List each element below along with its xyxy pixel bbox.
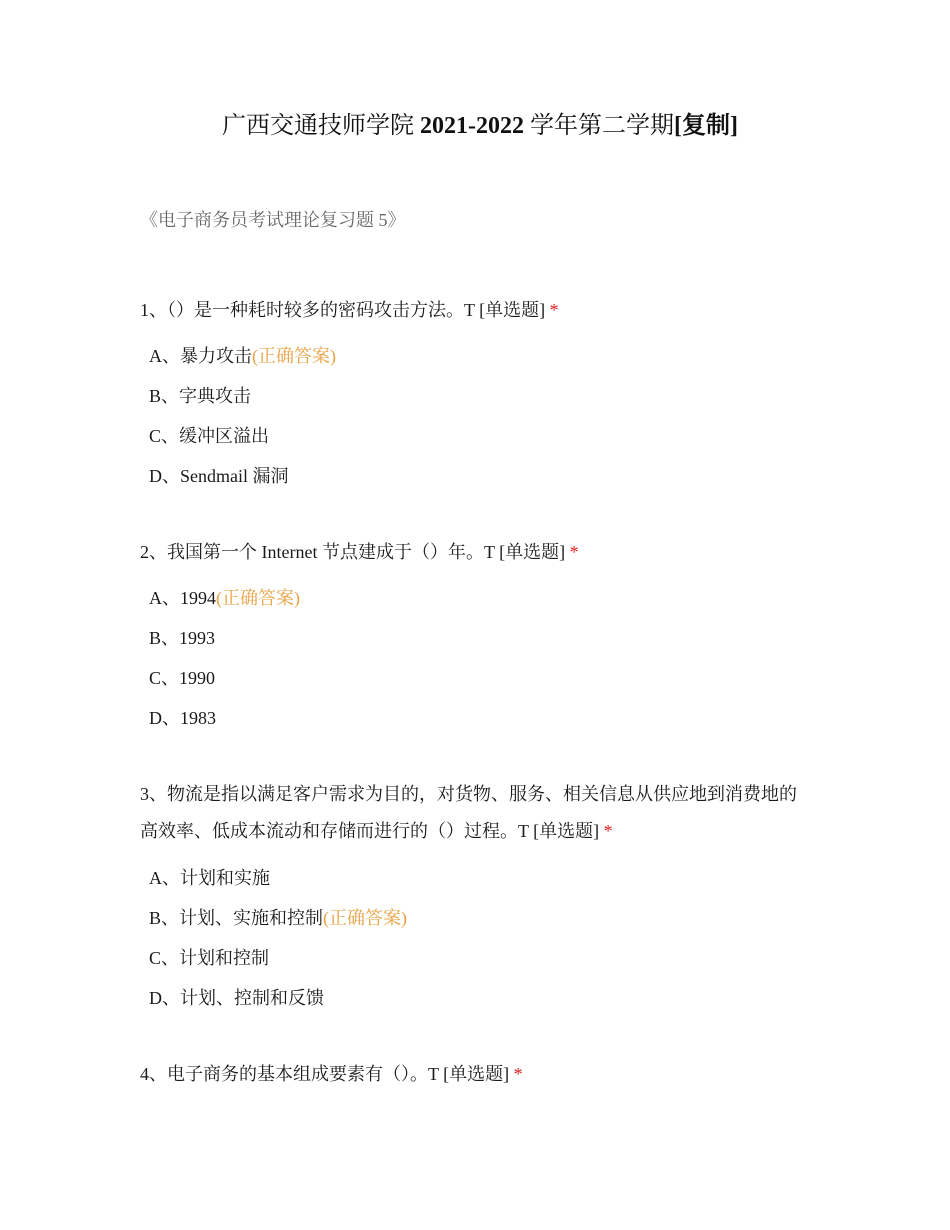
title-school: 广西交通技师学院 xyxy=(222,113,414,139)
question-text: 4、电子商务的基本组成要素有（）。T [单选题] xyxy=(140,1064,510,1084)
option-1c xyxy=(149,422,269,450)
option-1a xyxy=(149,342,336,370)
question-2 xyxy=(140,534,820,571)
option-1d xyxy=(149,462,289,490)
correct-answer-mark: (正确答案) xyxy=(252,346,336,366)
option-1b xyxy=(149,382,251,410)
question-text: 2、我国第一个 Internet 节点建成于（）年。T [单选题] xyxy=(140,542,566,562)
option-label: A、1994 xyxy=(149,588,216,608)
question-text: 1、（）是一种耗时较多的密码攻击方法。T [单选题] xyxy=(140,300,546,320)
option-label: D、计划、控制和反馈 xyxy=(149,988,324,1008)
question-text: 3、物流是指以满足客户需求为目的，对货物、服务、相关信息从供应地到消费地的高效率、低成本流动和存储而进行的（）过程。T [单选题] xyxy=(140,784,797,841)
question-1 xyxy=(140,292,820,329)
page-title xyxy=(0,108,950,144)
option-2b xyxy=(149,624,215,652)
option-label: B、计划、实施和控制 xyxy=(149,908,324,928)
option-label: A、暴力攻击 xyxy=(149,346,252,366)
option-label: B、字典攻击 xyxy=(149,386,252,406)
title-year: 2021-2022 xyxy=(420,113,524,139)
title-term: 学年第二学期 xyxy=(530,113,674,139)
option-label: D、1983 xyxy=(149,708,216,728)
required-mark: * xyxy=(513,1064,523,1084)
option-label: D、Sendmail 漏洞 xyxy=(149,466,289,486)
option-2a xyxy=(149,584,300,612)
option-label: C、计划和控制 xyxy=(149,948,270,968)
option-3a xyxy=(149,864,270,892)
required-mark: * xyxy=(569,542,579,562)
option-3c xyxy=(149,944,269,972)
question-3 xyxy=(140,776,808,850)
required-mark: * xyxy=(549,300,559,320)
title-copy-tag: [复制] xyxy=(674,113,738,139)
option-2d xyxy=(149,704,216,732)
quiz-subtitle: 《电子商务员考试理论复习题 5》 xyxy=(140,210,406,230)
correct-answer-mark: (正确答案) xyxy=(323,908,408,928)
option-3b xyxy=(149,904,407,932)
option-label: B、1993 xyxy=(149,628,216,648)
option-2c xyxy=(149,664,215,692)
option-label: A、计划和实施 xyxy=(149,868,270,888)
question-4 xyxy=(140,1056,820,1093)
option-label: C、1990 xyxy=(149,668,216,688)
required-mark: * xyxy=(603,821,613,841)
correct-answer-mark: (正确答案) xyxy=(216,588,300,608)
option-label: C、缓冲区溢出 xyxy=(149,426,270,446)
option-3d xyxy=(149,984,324,1012)
